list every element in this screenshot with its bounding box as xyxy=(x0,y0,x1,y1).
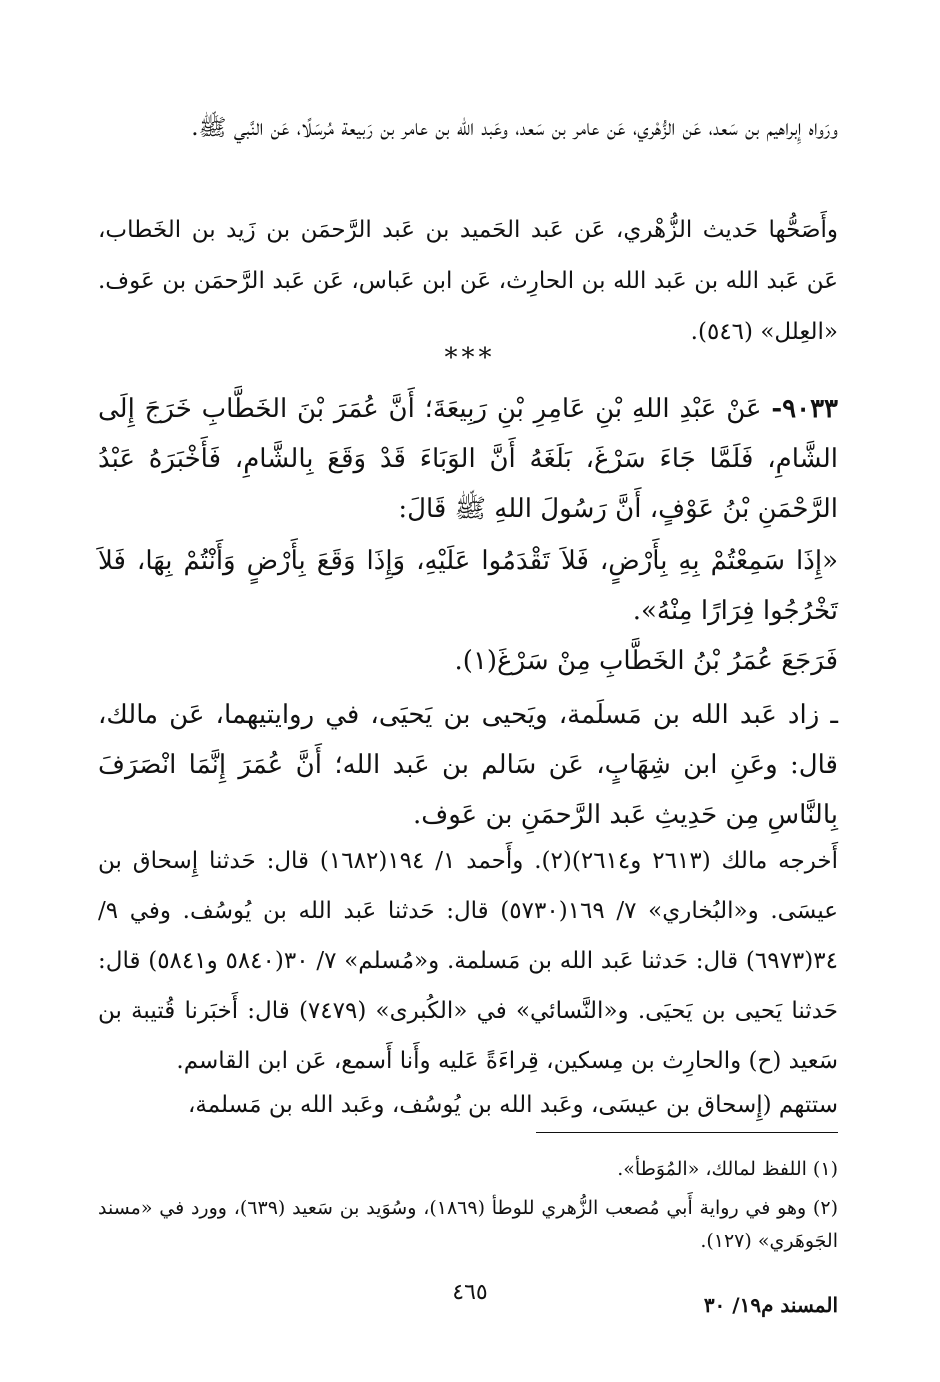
section-separator: *** xyxy=(444,343,496,373)
hadith-matn: «إِذَا سَمِعْتُمْ بِهِ بِأَرْضٍ، فَلاَ تَقْدَمُوا عَلَيْهِ، وَإِذَا وَقَعَ بِأَرْضٍ وَأَنْتُمْ بِهَا، فَلاَ تَخْرُجُوا فِرَارًا مِنْهُ». xyxy=(98,546,838,626)
paragraph-riwaya: ورَواه إِبراهيم بن سَعد، عَن الزُّهْري، عَن عامر بن سَعد، وعَبد الله بن عامر بن رَبيعة مُرسَلًا، عَن النَّبي ﷺ. xyxy=(191,115,838,141)
footnote-1: (١) اللفظ لمالك، «المُوَطأ». xyxy=(617,1158,838,1180)
ziyada-paragraph: ـ زاد عَبد الله بن مَسلَمة، ويَحيى بن يَحيَى، في روايتيهما، عَن مالك، قال: وعَنِ ابن شِهَابٍ، عَن سَالم بن عَبد الله؛ أَنَّ عُمَرَ إِنَّمَا انْصَرَفَ بِالنَّاسِ مِن حَدِيثِ عَبد الرَّحمَنِ بن عَوف. xyxy=(98,700,838,830)
footnote-divider xyxy=(536,1132,838,1133)
volume-marker: المسند م١٩/ ٣٠ xyxy=(703,1293,838,1317)
hadith-isnad-text: عَنْ عَبْدِ اللهِ بْنِ عَامِرِ بْنِ رَبِيعَةَ؛ أَنَّ عُمَرَ بْنَ الخَطَّابِ خَرَجَ إِلَى الشَّامِ، فَلَمَّا جَاءَ سَرْغَ، بَلَغَهُ أَنَّ الوَبَاءَ قَدْ وَقَعَ بِالشَّامِ، فَأَخْبَرَهُ عَبْدُ الرَّحْمَنِ بْنُ عَوْفٍ، أَنَّ رَسُولَ اللهِ ﷺ قَالَ: xyxy=(98,394,838,524)
sittatuhum-paragraph: ستتهم (إِسحاق بن عيسَى، وعَبد الله بن يُوسُف، وعَبد الله بن مَسلمة، xyxy=(188,1092,838,1118)
hadith-number: ٩٠٣٣- xyxy=(771,394,838,424)
hadith-isnad xyxy=(98,384,838,534)
page-number: ٤٦٥ xyxy=(452,1280,488,1305)
footnote-2: (٢) وهو في رواية أَبي مُصعب الزُّهري للوطأ (١٨٦٩)، وسُوَيد بن سَعيد (٦٣٩)، وورد في «مسند الجَوهَري» (١٢٧). xyxy=(98,1197,838,1252)
hadith-ending: فَرَجَعَ عُمَرُ بْنُ الخَطَّابِ مِنْ سَرْغَ(١). xyxy=(454,646,838,676)
paragraph-ashahh: وأَصَحُّها حَديث الزُّهْري، عَن عَبد الحَميد بن عَبد الرَّحمَن بن زَيد بن الخَطاب، عَن عَبد الله بن عَبد الله بن الحارِث، عَن ابن عَباس، عَن عَبد الرَّحمَن بن عَوف. «العِلل» (٥٤٦). xyxy=(98,217,838,345)
takhrij-paragraph: أَخرجه مالك (٢٦١٣ و٢٦١٤)(٢). وأَحمد ١/ ١٩٤(١٦٨٢) قال: حَدثنا إِسحاق بن عيسَى. و«البُخاري» ٧/ ١٦٩(٥٧٣٠) قال: حَدثنا عَبد الله بن يُوسُف. وفي ٩/ ٣٤(٦٩٧٣) قال: حَدثنا عَبد الله بن مَسلمة. و«مُسلم» ٧/ ٣٠(٥٨٤٠ و٥٨٤١) قال: حَدثنا يَحيى بن يَحيَى. و«النَّسائي» في «الكُبرى» (٧٤٧٩) قال: أَخبَرنا قُتيبة بن سَعيد (ح) والحارِث بن مِسكين، قِراءَةً عَليه وأَنا أَسمع، عَن ابن القاسم. xyxy=(98,848,839,1074)
